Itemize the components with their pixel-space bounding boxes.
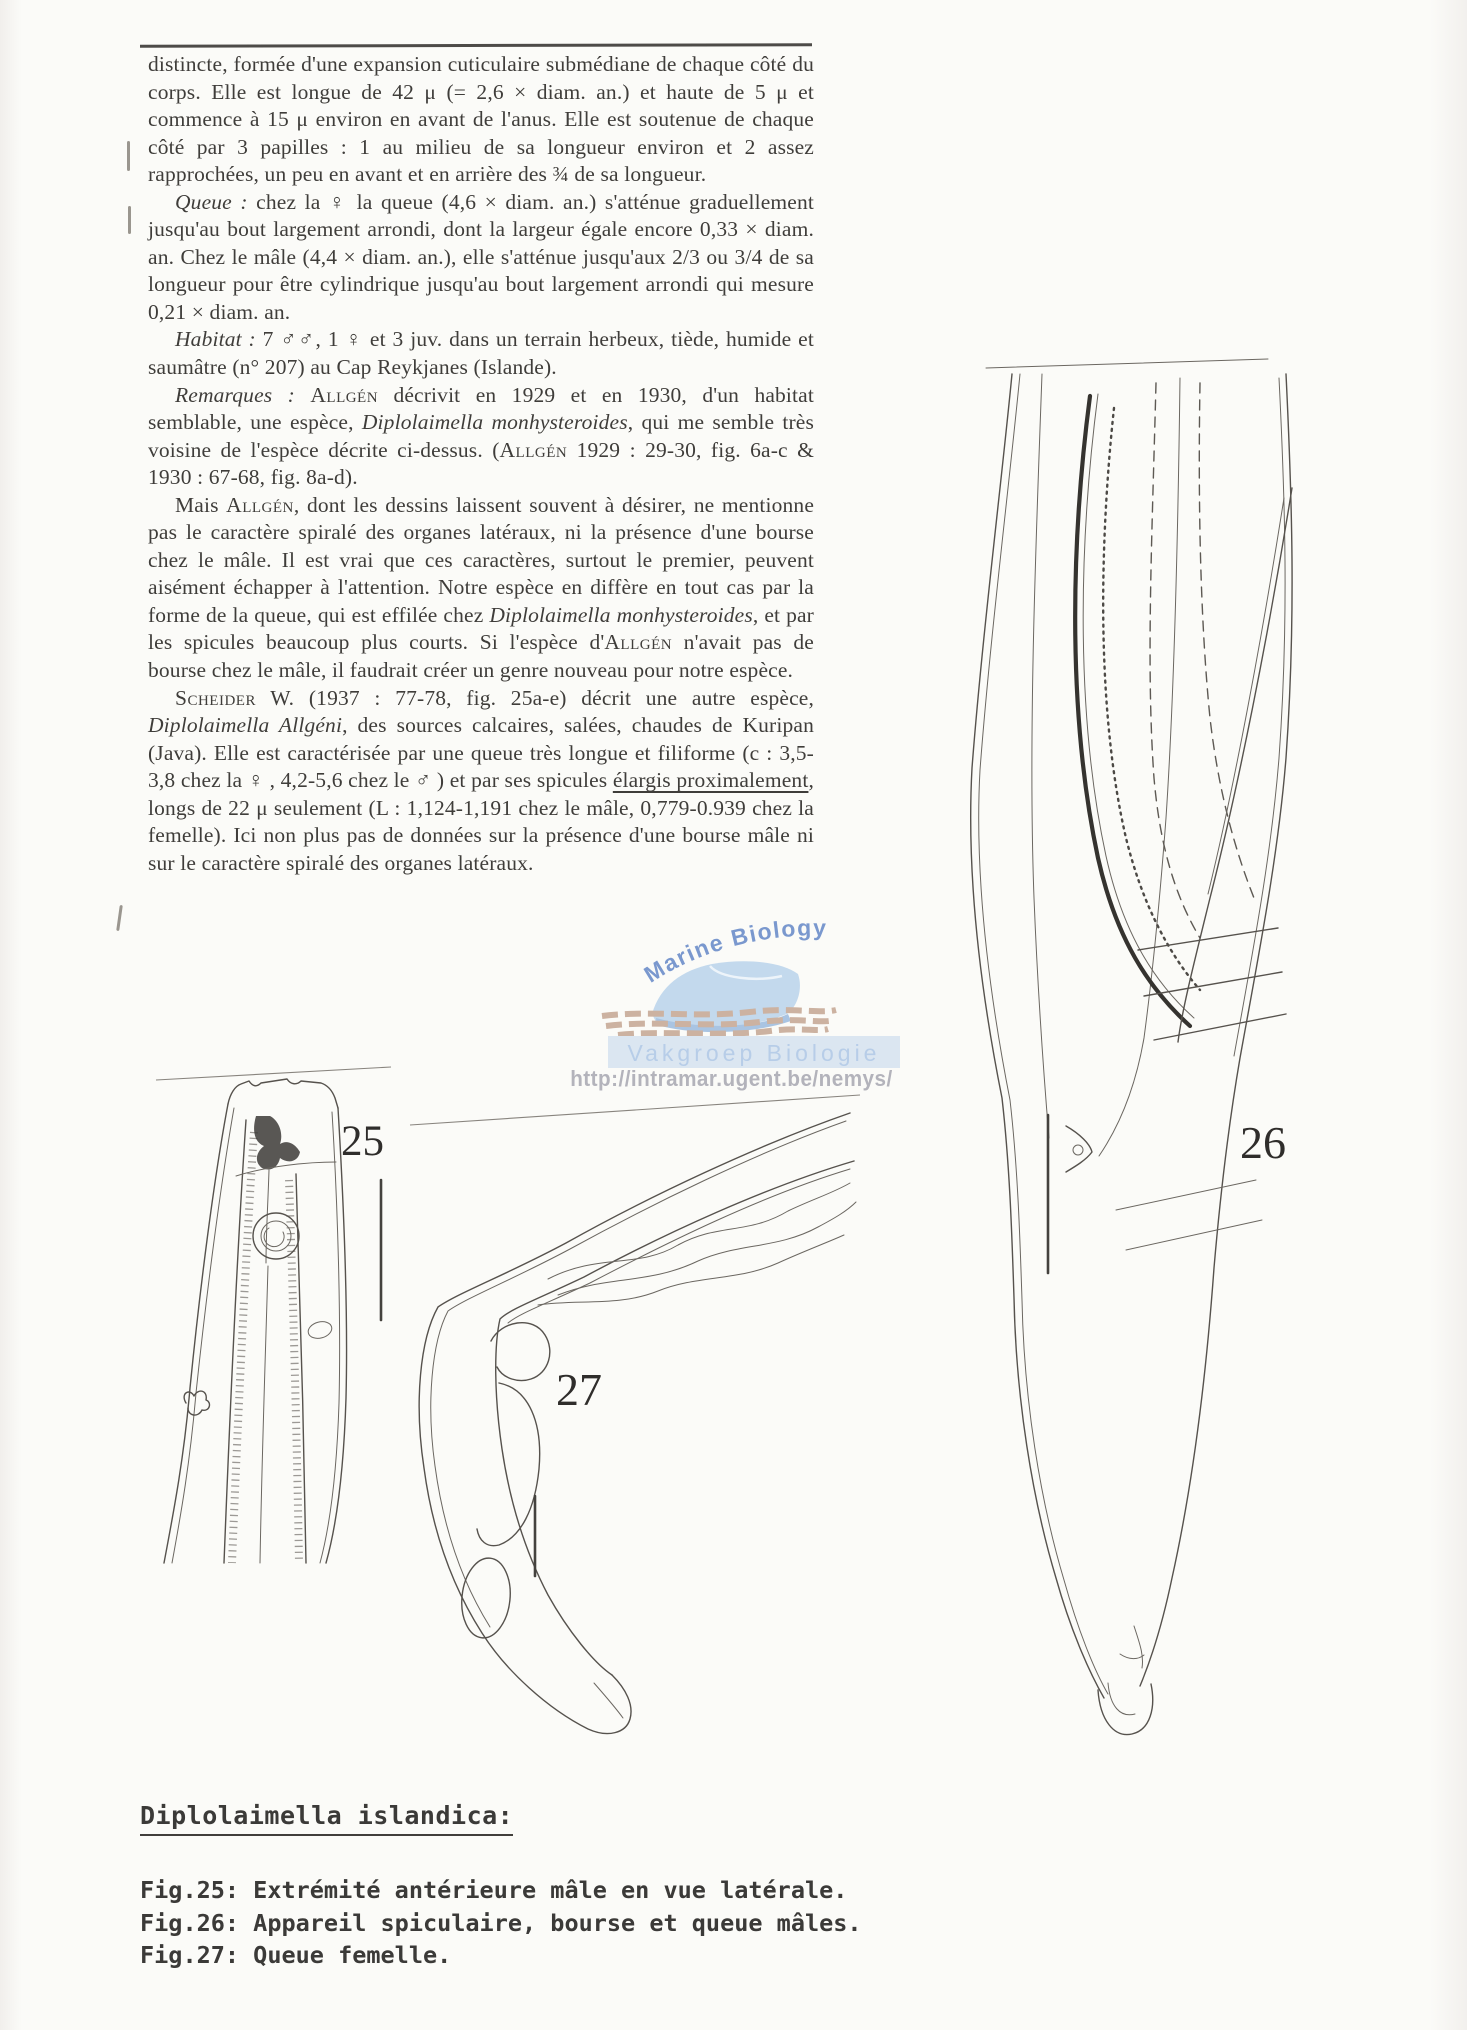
nematode-head-outline: [164, 1079, 347, 1563]
amphid-spiral: [253, 1213, 299, 1259]
scan-margin-mark: [127, 141, 130, 171]
oesophagus-lines: [224, 1120, 306, 1563]
bursal-rib-strokes: [1116, 928, 1286, 1250]
vakgroep-band-text: Vakgroep Biologie: [627, 1040, 881, 1066]
fig26-top-line: [986, 359, 1268, 368]
gland-cell: [306, 1319, 333, 1341]
body-paragraph-habitat: Habitat : 7 ♂♂, 1 ♀ et 3 juv. dans un terrain herbeux, tiède, humide et saumâtre (n° 207) au Cap Reykjanes (Islande).: [148, 327, 814, 380]
body-paragraph-mais-allgen: Mais Allgén, dont les dessins laissent souvent à désirer, ne mentionne pas le caractère spiralé des organes latéraux, ni la présence d'une bourse chez le mâle. Il est vrai que ces caractères, surtout le premier, peuvent aisément échapper à l'attention. Notre espèce en diffère en tout cas par la forme de la queue, qui est effilée chez Diplolaimella monhysteroides, et par les spicules beaucoup plus courts. Si l'espèce d'Allgén n'avait pas de bourse chez le mâle, il faudrait créer un genre nouveau pour notre espèce.: [148, 492, 815, 683]
buccal-cavity: [254, 1116, 300, 1170]
tail-inner-line: [594, 1683, 623, 1718]
figure-caption-25: Fig.25: Extrémité antérieure mâle en vue latérale.: [140, 1876, 848, 1904]
figure-25-label: 25: [341, 1118, 384, 1165]
body-paragraph-scheider: Scheider W. (1937 : 77-78, fig. 25a-e) décrit une autre espèce, Diplolaimella Allgéni, des sources calcaires, salées, chaudes de Kuripan (Java). Elle est caractérisée par une queue très longue et filiforme (c : 3,5-3,8 chez la ♀ , 4,2-5,6 chez le ♂ ) et par ses spicules élargis proximalement, longs de 22 μ seulement (L : 1,124-1,191 chez le mâle, 0,779-0.939 chez la femelle). Ici non plus pas de données sur la présence d'une bourse mâle ni sur le caractère spiralé des organes latéraux.: [148, 685, 814, 875]
body-paragraph-queue: Queue : chez la ♀ la queue (4,6 × diam. an.) s'atténue graduellement jusqu'au bout largement arrondi, dont la largeur égale encore 0,33 × diam. an. Chez le mâle (4,4 × diam. an.), elle s'atténue jusqu'aux 2/3 ou 3/4 de sa longueur pour être cylindrique jusqu'au bout largement arrondi qui mesure 0,21 × diam. an.: [148, 189, 814, 324]
figure-27-label: 27: [556, 1364, 602, 1415]
article-text-column: [148, 51, 814, 877]
top-horizontal-rule: [140, 43, 812, 47]
figure-26-label: 26: [1240, 1117, 1286, 1168]
figure-caption-27: Fig.27: Queue femelle.: [140, 1941, 452, 1969]
intestine-wavy-lines: [538, 1183, 856, 1305]
cloacal-structure: [1066, 1126, 1092, 1172]
male-body-outline: [971, 374, 1292, 1735]
tail-body-outline: [419, 1113, 854, 1734]
marine-biology-logo: [560, 918, 900, 1068]
interior-longitudinal-lines: [1032, 374, 1254, 1156]
scan-margin-mark: [128, 206, 131, 234]
stray-scan-line: [156, 1067, 391, 1080]
bursa-outline: [1178, 488, 1292, 1042]
scan-margin-mark: [116, 905, 123, 931]
caption-title: Diplolaimella islandica:: [140, 1801, 513, 1836]
caption-block: [140, 1801, 513, 1836]
figure-27-female-tail-drawing: [398, 1083, 878, 1743]
nemys-watermark: [560, 918, 900, 1098]
marine-biology-arc-text: Marine Biology: [639, 918, 828, 988]
figure-caption-26: Fig.26: Appareil spiculaire, bourse et queue mâles.: [140, 1908, 862, 1937]
tail-fin-lines: [1120, 1626, 1144, 1668]
figure-caption-list: [140, 1874, 862, 1972]
figure-26-male-posterior-drawing: [948, 338, 1378, 1758]
figure-25-anterior-end-drawing: [148, 1058, 408, 1578]
watermark-url: http://intramar.ugent.be/nemys/: [570, 1066, 893, 1091]
stray-scan-line: [410, 1095, 860, 1125]
body-paragraph-1: distincte, formée d'une expansion cuticulaire submédiane de chaque côté du corps. Elle est longue de 42 μ (= 2,6 × diam. an.) et haute de 5 μ et commence à 15 μ environ en avant de l'anus. Elle est soutenue de chaque côté par 3 papilles : 1 au milieu de sa longueur environ et 2 assez rapprochées, un peu en avant et en arrière des ¾ de sa longueur.: [148, 52, 814, 187]
spicular-apparatus: [1075, 394, 1200, 1026]
body-paragraph-remarques: Remarques : Allgén décrivit en 1929 et en 1930, d'un habitat semblable, une espèce, Diplolaimella monhysteroides, qui me semble très voisine de l'espèce décrite ci-dessus. (Allgén 1929 : 29-30, fig. 6a-c & 1930 : 67-68, fig. 8a-d).: [148, 382, 815, 490]
